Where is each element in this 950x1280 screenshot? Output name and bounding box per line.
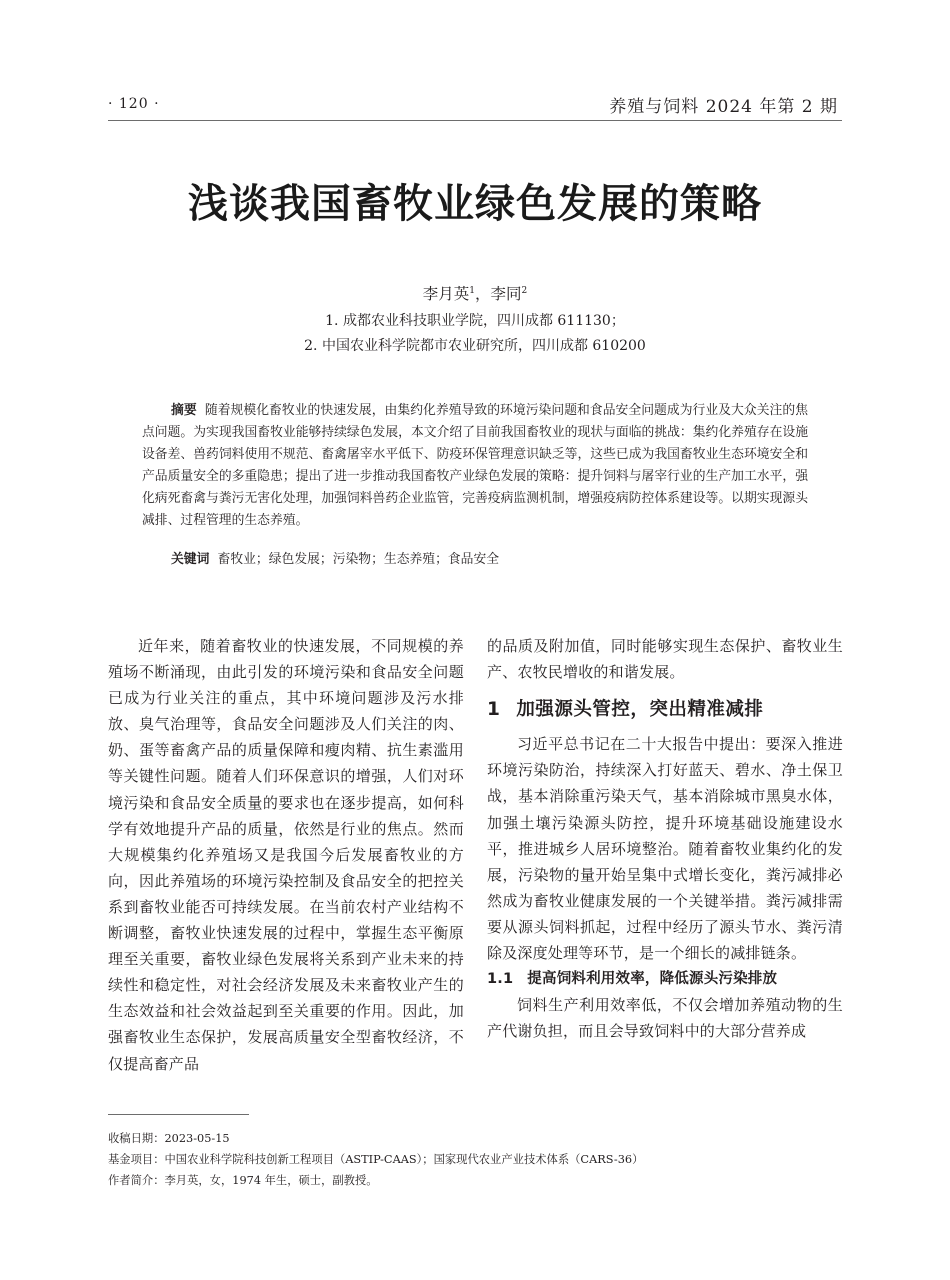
- section-title: 加强源头管控，突出精准减排: [516, 699, 764, 721]
- footnote-received: 收稿日期：2023-05-15: [108, 1132, 230, 1145]
- affiliation: 2. 中国农业科学院都市农业研究所，四川成都 610200: [304, 338, 646, 354]
- subsection-number: 1.1: [487, 971, 514, 988]
- subsection-title: 提高饲料利用效率，降低源头污染排放: [527, 971, 778, 988]
- body-column-right: [487, 633, 843, 1044]
- footnotes: [108, 1128, 848, 1191]
- body-paragraph: 饲料生产利用效率低，不仅会增加养殖动物的生产代谢负担，而且会导致饲料中的大部分营养成: [487, 996, 843, 1041]
- author-separator: ，: [474, 285, 491, 303]
- author-name: 李同: [490, 285, 522, 303]
- author-affiliation-mark: 2: [521, 285, 528, 296]
- footnote-divider: [108, 1114, 249, 1115]
- page-number: · 120 ·: [108, 96, 160, 112]
- body-paragraph: 的品质及附加值，同时能够实现生态保护、畜牧业生产、农牧民增收的和谐发展。: [487, 637, 843, 682]
- body-paragraph: 习近平总书记在二十大报告中提出：要深入推进环境污染防治，持续深入打好蓝天、碧水、净土保卫战，基本消除重污染天气，基本消除城市黑臭水体，加强土壤污染源头防控，提升环境基础设施建设水平，推进城乡人居环境整治。随着畜牧业集约化的发展，污染物的量开始呈集中式增长变化，粪污减排必然成为畜牧业健康发展的一个关键举措。粪污减排需要从源头饲料抓起，过程中经历了源头节水、粪污清除及深度处理等环节，是一个细长的减排链条。: [487, 735, 843, 963]
- section-heading: [487, 697, 843, 723]
- affiliation: 1. 成都农业科技职业学院，四川成都 611130；: [325, 313, 625, 329]
- running-header: [108, 92, 842, 121]
- article-title: 浅谈我国畜牧业绿色发展的策略: [188, 181, 762, 227]
- keywords: [171, 549, 811, 571]
- keywords-text: 畜牧业；绿色发展；污染物；生态养殖；食品安全: [217, 552, 500, 567]
- section-number: 1: [487, 699, 501, 721]
- abstract-label: 摘要: [171, 403, 197, 418]
- footnote-funding: 基金项目：中国农业科学院科技创新工程项目（ASTIP-CAAS）；国家现代农业产业技术体系（CARS-36）: [108, 1153, 644, 1166]
- body-column-left: [108, 633, 464, 1077]
- author-name: 李月英: [422, 285, 470, 303]
- footnote-author-bio: 作者简介：李月英，女，1974 年生，硕士，副教授。: [108, 1174, 378, 1187]
- journal-issue: 养殖与饲料 2024 年第 2 期: [609, 97, 838, 117]
- subsection-heading: [487, 966, 843, 992]
- keywords-label: 关键词: [171, 552, 210, 567]
- abstract: [142, 400, 808, 532]
- abstract-text: 随着规模化畜牧业的快速发展，由集约化养殖导致的环境污染问题和食品安全问题成为行业及大众关注的焦点问题。为实现我国畜牧业能够持续绿色发展，本文介绍了目前我国畜牧业的现状与面临的挑战：集约化养殖存在设施设备差、兽药饲料使用不规范、畜禽屠宰水平低下、防疫环保管理意识缺乏等，这些已成为我国畜牧业生态环境安全和产品质量安全的多重隐患；提出了进一步推动我国畜牧产业绿色发展的策略：提升饲料与屠宰行业的生产加工水平，强化病死畜禽与粪污无害化处理，加强饲料兽药企业监管，完善疫病监测机制，增强疫病防控体系建设等。以期实现源头减排、过程管理的生态养殖。: [142, 403, 809, 528]
- body-paragraph: 近年来，随着畜牧业的快速发展，不同规模的养殖场不断涌现，由此引发的环境污染和食品安全问题已成为行业关注的重点，其中环境问题涉及污水排放、臭气治理等，食品安全问题涉及人们关注的肉、奶、蛋等畜禽产品的质量保障和瘦肉精、抗生素滥用等关键性问题。随着人们环保意识的增强，人们对环境污染和食品安全质量的要求也在逐步提高，如何科学有效地提升产品的质量，依然是行业的焦点。然而大规模集约化养殖场又是我国今后发展畜牧业的方向，因此养殖场的环境污染控制及食品安全的把控关系到畜牧业能否可持续发展。在当前农村产业结构不断调整，畜牧业快速发展的过程中，掌握生态平衡原理至关重要，畜牧业绿色发展将关系到产业未来的持续性和稳定性，对社会经济发展及未来畜牧业产生的生态效益和社会效益起到至关重要的作用。因此，加强畜牧业生态保护，发展高质量安全型畜牧经济，不仅提高畜产品: [108, 637, 464, 1073]
- author-line: [0, 282, 950, 304]
- author-affiliation-mark: 1: [469, 285, 475, 296]
